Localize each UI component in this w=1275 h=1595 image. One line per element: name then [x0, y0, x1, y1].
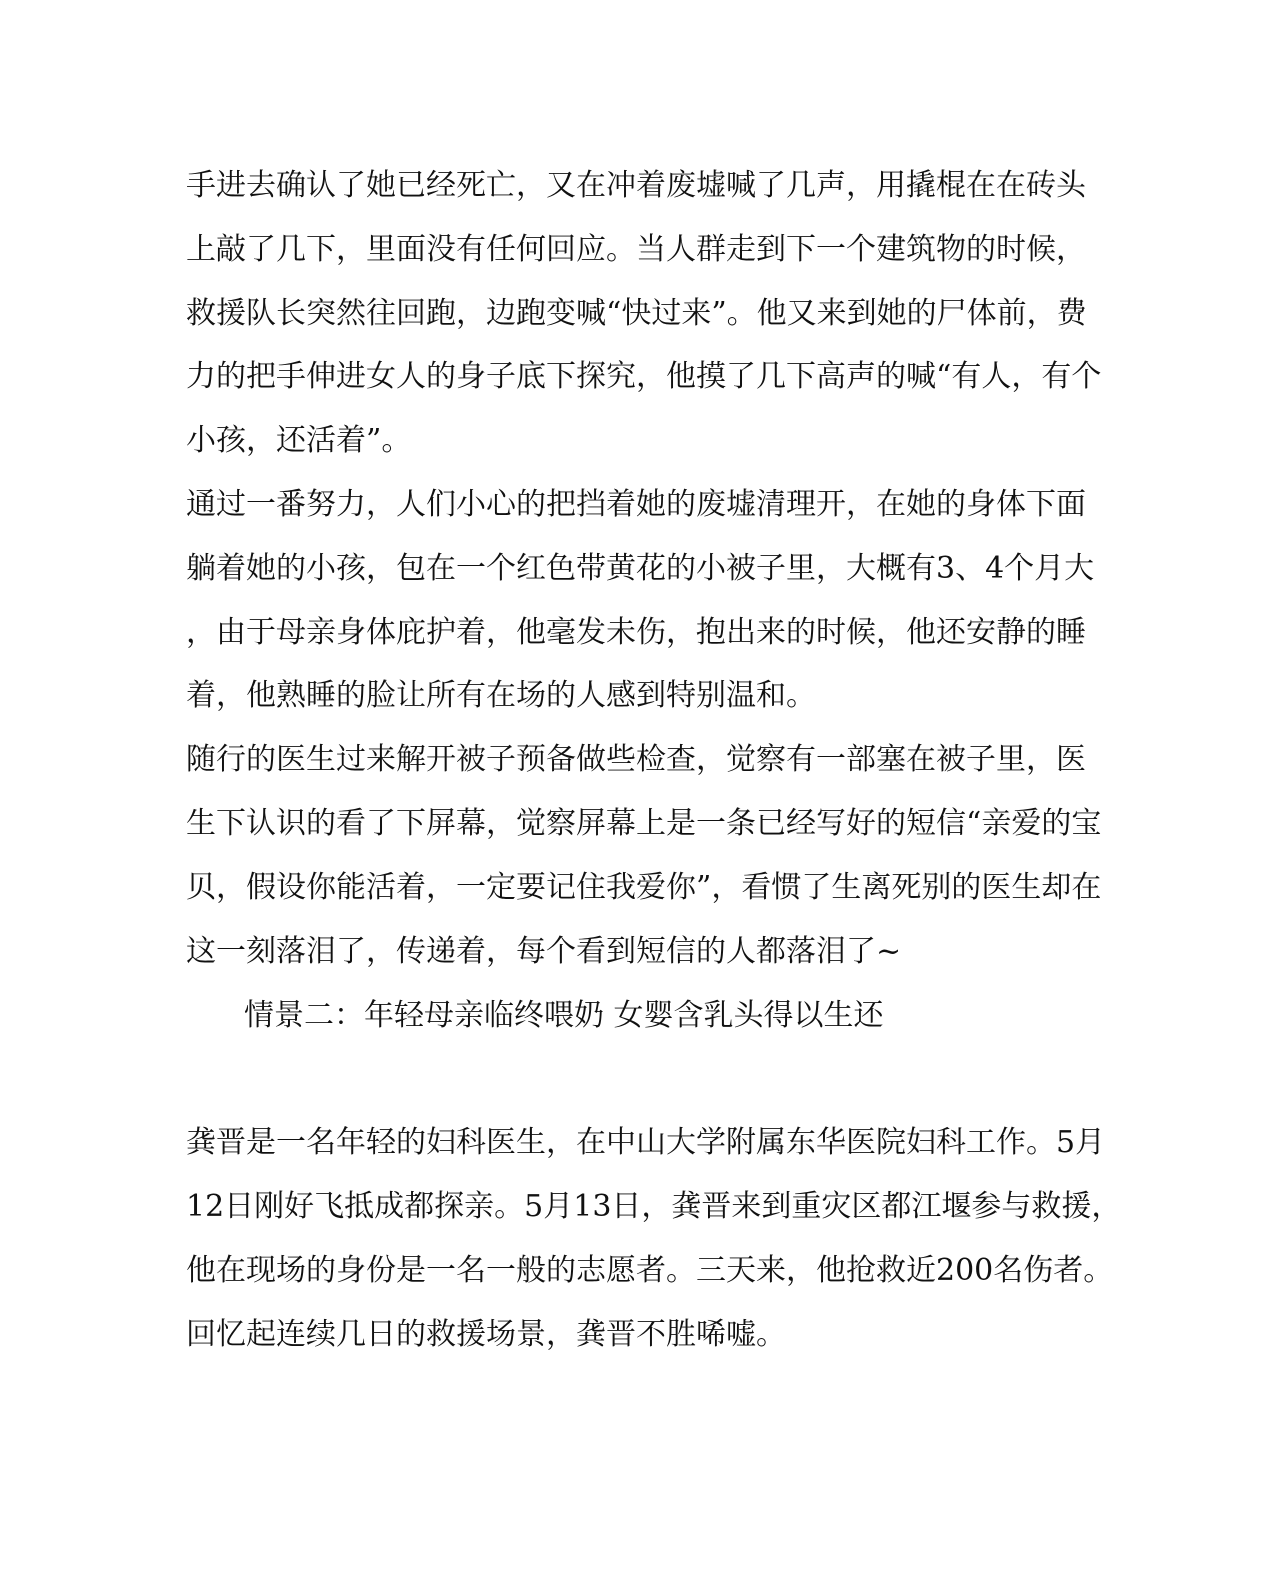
paragraph-1-line-3: 救援队长突然往回跑，边跑变喊“快过来”。他又来到她的尸体前，费 — [186, 296, 1087, 331]
paragraph-3-line-4: 这一刻落泪了，传递着，每个看到短信的人都落泪了~ — [186, 934, 902, 969]
paragraph-2-line-1: 通过一番努力，人们小心的把挡着她的废墟清理开，在她的身体下面 — [186, 487, 1086, 522]
paragraph-1-line-2: 上敲了几下，里面没有任何回应。当人群走到下一个建筑物的时候， — [186, 232, 1086, 267]
paragraph-3-line-3: 贝，假设你能活着，一定要记住我爱你”，看惯了生离死别的医生却在 — [186, 870, 1102, 905]
paragraph-3-line-2: 生下认识的看了下屏幕，觉察屏幕上是一条已经写好的短信“亲爱的宝 — [186, 806, 1102, 841]
paragraph-4-line-2: 12日刚好飞抵成都探亲。5月13日，龚晋来到重灾区都江堰参与救援， — [186, 1189, 1122, 1224]
paragraph-2-line-4: 着，他熟睡的脸让所有在场的人感到特别温和。 — [186, 678, 816, 713]
paragraph-4-line-4: 回忆起连续几日的救援场景，龚晋不胜唏嘘。 — [186, 1317, 786, 1352]
paragraph-2-line-3: ，由于母亲身体庇护着，他毫发未伤，抱出来的时候，他还安静的睡 — [186, 615, 1086, 650]
paragraph-3-line-1: 随行的医生过来解开被子预备做些检查，觉察有一部塞在被子里，医 — [186, 742, 1086, 777]
paragraph-1-line-4: 力的把手伸进女人的身子底下探究，他摸了几下高声的喊“有人，有个 — [186, 359, 1102, 394]
section-heading: 情景二：年轻母亲临终喂奶 女婴含乳头得以生还 — [244, 998, 884, 1033]
paragraph-1-line-1: 手进去确认了她已经死亡，又在冲着废墟喊了几声，用撬棍在在砖头 — [186, 168, 1086, 203]
paragraph-1-line-5: 小孩，还活着”。 — [186, 423, 412, 458]
paragraph-4-line-3: 他在现场的身份是一名一般的志愿者。三天来，他抢救近200名伤者。 — [186, 1253, 1114, 1288]
paragraph-4-line-1: 龚晋是一名年轻的妇科医生，在中山大学附属东华医院妇科工作。5月 — [186, 1125, 1106, 1160]
paragraph-2-line-2: 躺着她的小孩，包在一个红色带黄花的小被子里，大概有3、4个月大 — [186, 551, 1095, 586]
